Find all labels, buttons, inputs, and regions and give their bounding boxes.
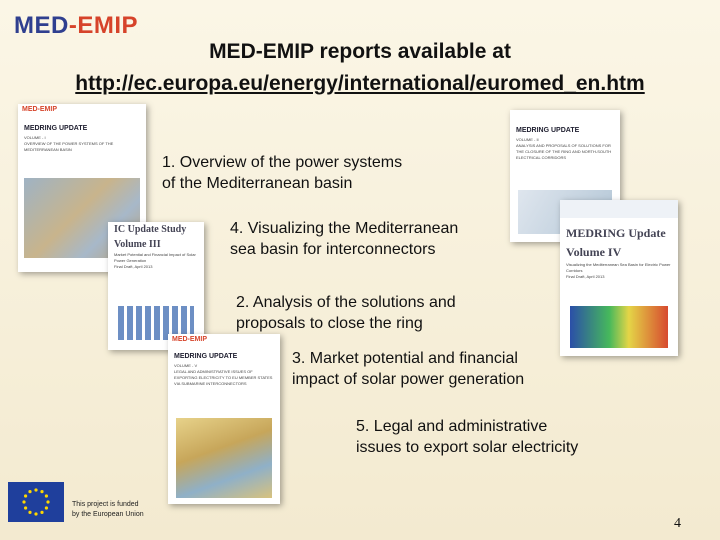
report-item-5 [356,416,578,458]
item-line: impact of solar power generation [292,371,525,388]
item-line: sea basin for interconnectors [230,241,436,258]
logo-separator: - [68,12,78,39]
report-cover-volume-5 [168,334,280,504]
cover-subtitle: LEGAL AND ADMINISTRATIVE ISSUES OF EXPORTING ELECTRICITY TO EU MEMBER STATES VIA SUBMARINE INTERCONNECTORS [174,369,273,386]
cover-volume: Volume III [114,239,161,250]
item-line: 5. Legal and administrative [356,418,548,435]
cover-logo: MED-EMIP [22,106,57,113]
cover-subtitle: OVERVIEW OF THE POWER SYSTEMS OF THE MEDITERRANEAN BASIN [24,141,114,152]
cover-subtitle: ANALYSIS AND PROPOSALS OF SOLUTIONS FOR THE CLOSURE OF THE RING AND NORTH-SOUTH ELECTRICAL CORRIDORS [516,143,612,160]
cover-date: Final Draft, April 2013 [114,264,153,269]
cover-title: MEDRING Update [566,226,666,240]
item-line: proposals to close the ring [236,315,423,332]
page-number: 4 [674,516,681,531]
cover-header: MEDRING UPDATE [516,127,580,134]
item-line: 2. Analysis of the solutions and [236,294,456,311]
logo-suffix: EMIP [77,12,139,39]
item-line: 4. Visualizing the Mediterranean [230,220,459,237]
item-line: 3. Market potential and financial [292,350,518,367]
report-cover-volume-4 [560,200,678,356]
page-title: MED-EMIP reports available at [209,40,511,63]
reports-link[interactable]: http://ec.europa.eu/energy/international/euromed_en.htm [75,72,645,95]
report-item-4 [230,218,458,260]
cover-logo: MED-EMIP [172,336,207,343]
item-line: 1. Overview of the power systems [162,154,403,171]
report-item-1 [162,152,402,194]
terrain-3d-image [570,306,668,348]
logo-prefix: MED [14,12,69,39]
item-line: of the Mediterranean basin [162,175,353,192]
cover-subtitle: Market Potential and Financial Impact of Solar Power Generation [114,252,196,263]
report-item-3 [292,348,524,390]
cover-header: MEDRING UPDATE [24,125,88,132]
eu-flag-icon [8,482,64,522]
cover-volume: VOLUME - II [516,137,539,142]
cover-volume: Volume IV [566,245,622,259]
report-item-2 [236,292,456,334]
cover-title: IC Update Study [114,224,187,235]
funding-notice [72,500,144,520]
cover-header: MEDRING UPDATE [174,353,238,360]
cover-subtitle: Visualizing the Mediterranean Sea Basin for Electric Power Corridors [566,262,671,273]
cover-volume: VOLUME - I [24,135,46,140]
item-line: issues to export solar electricity [356,439,579,456]
funding-line: by the European Union [72,511,144,518]
med-emip-logo [14,12,138,40]
cover-date: Final Draft, April 2013 [566,274,605,279]
report-cover-volume-3 [108,222,204,350]
europe-map-image [176,418,272,498]
funding-line: This project is funded [72,501,139,508]
cover-volume: VOLUME - V [174,363,198,368]
